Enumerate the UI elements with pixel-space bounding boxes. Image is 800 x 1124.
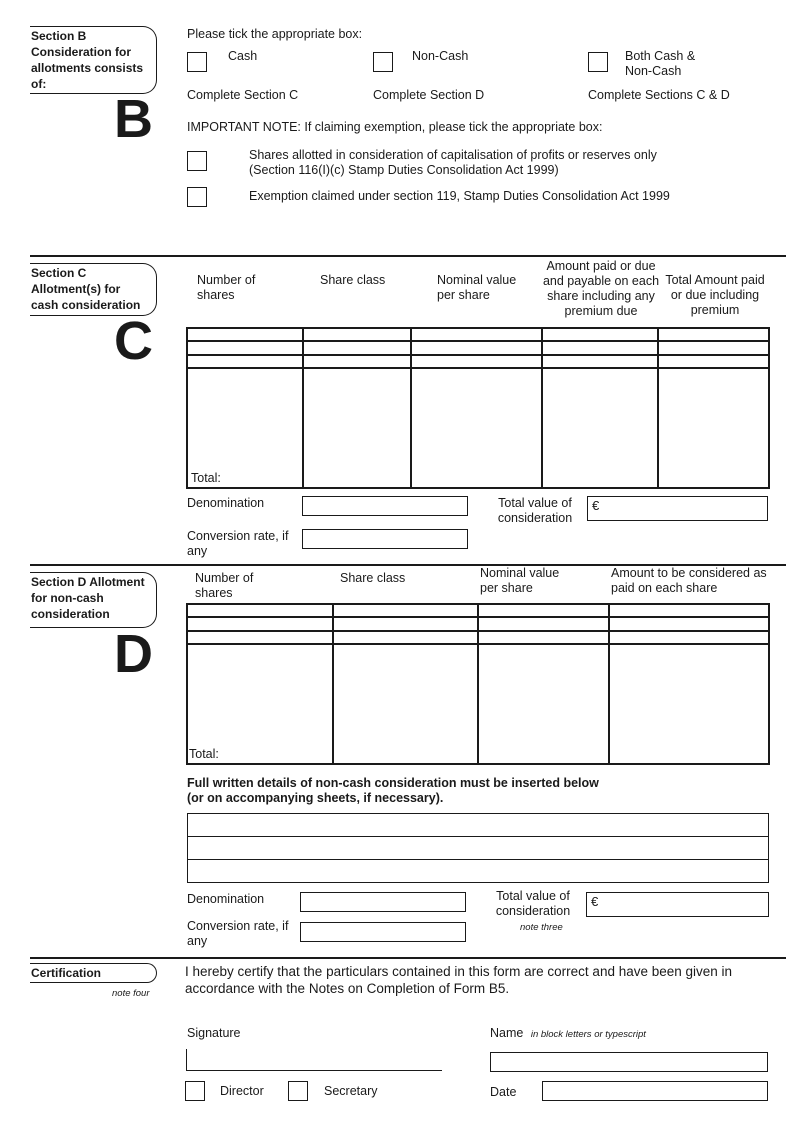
c-conversion-input[interactable]: [302, 529, 468, 549]
table-row: [187, 341, 769, 354]
table-cell[interactable]: [187, 604, 333, 617]
table-row: [187, 617, 769, 630]
table-cell[interactable]: [333, 604, 478, 617]
total-cell[interactable]: [187, 368, 303, 488]
table-cell[interactable]: [411, 341, 542, 354]
both-option-note: Complete Sections C & D: [588, 88, 730, 102]
table-cell[interactable]: [542, 355, 658, 368]
d-header-share-class: Share class: [340, 571, 406, 585]
details-instruction: Full written details of non-cash consideration must be inserted below (or on accompanying sheets, if necessary).: [187, 776, 599, 805]
c-header-nominal-value: Nominal value per share: [437, 273, 517, 302]
c-denomination-input[interactable]: [302, 496, 468, 516]
table-cell[interactable]: [187, 617, 333, 630]
d-header-number-of-shares: Number of shares: [195, 571, 254, 600]
table-cell[interactable]: [542, 328, 658, 341]
non-cash-option-label: Non-Cash: [412, 49, 469, 63]
c-header-share-class: Share class: [320, 273, 386, 287]
table-cell[interactable]: [187, 328, 303, 341]
table-cell[interactable]: [478, 617, 609, 630]
section-119-exemption-checkbox[interactable]: [187, 187, 207, 207]
details-line-3[interactable]: [187, 859, 769, 883]
signature-line[interactable]: [186, 1049, 442, 1071]
table-cell[interactable]: [303, 341, 411, 354]
c-conversion-label: Conversion rate, if any: [187, 529, 289, 558]
euro-symbol: €: [591, 894, 599, 909]
table-cell[interactable]: [478, 644, 609, 764]
cash-option-label: Cash: [228, 49, 258, 63]
d-total-value-input[interactable]: [586, 892, 769, 917]
director-label: Director: [220, 1084, 264, 1098]
total-label: Total:: [191, 471, 221, 485]
table-cell[interactable]: [542, 341, 658, 354]
table-cell[interactable]: [609, 631, 769, 644]
important-note: IMPORTANT NOTE: If claiming exemption, please tick the appropriate box:: [187, 120, 603, 134]
table-row: [187, 368, 769, 488]
table-row: [187, 631, 769, 644]
table-cell[interactable]: [478, 604, 609, 617]
table-row: [187, 644, 769, 764]
non-cash-checkbox[interactable]: [373, 52, 393, 72]
table-cell[interactable]: [411, 355, 542, 368]
cash-option-note: Complete Section C: [187, 88, 299, 102]
tick-instruction: Please tick the appropriate box:: [187, 27, 363, 41]
name-input[interactable]: [490, 1052, 768, 1072]
name-label: Name in block letters or typescript: [490, 1026, 646, 1040]
table-cell[interactable]: [542, 368, 658, 488]
section-d-label: Section D Allotment for non-cash consideration: [30, 572, 157, 628]
table-cell[interactable]: [478, 631, 609, 644]
table-cell[interactable]: [333, 644, 478, 764]
table-cell[interactable]: [658, 328, 769, 341]
d-conversion-label: Conversion rate, if any: [187, 919, 289, 948]
table-cell[interactable]: [303, 328, 411, 341]
both-option-label: Both Cash & Non-Cash: [625, 49, 696, 78]
d-conversion-input[interactable]: [300, 922, 466, 942]
section-divider-certification: [30, 957, 786, 959]
table-row: [187, 328, 769, 341]
secretary-checkbox[interactable]: [288, 1081, 308, 1101]
table-cell[interactable]: [609, 617, 769, 630]
signature-label: Signature: [187, 1026, 241, 1040]
section-d-letter: D: [114, 624, 153, 684]
c-total-value-label: Total value of consideration: [497, 496, 573, 525]
table-row: [187, 604, 769, 617]
details-line-1[interactable]: [187, 813, 769, 837]
table-cell[interactable]: [187, 341, 303, 354]
euro-symbol: €: [592, 498, 600, 513]
table-cell[interactable]: [658, 355, 769, 368]
d-total-value-label: Total value of consideration: [495, 889, 571, 918]
table-row: [187, 355, 769, 368]
capitalisation-exemption-text: Shares allotted in consideration of capitalisation of profits or reserves only (Section 116(I)(c) Stamp Duties Consolidation Act 1999): [249, 148, 657, 177]
d-header-nominal-value: Nominal value per share: [480, 566, 560, 595]
certification-label: Certification: [30, 963, 157, 983]
section-divider-c: [30, 255, 786, 257]
table-cell[interactable]: [609, 644, 769, 764]
table-cell[interactable]: [658, 341, 769, 354]
table-cell[interactable]: [187, 355, 303, 368]
total-cell[interactable]: [187, 644, 333, 764]
date-label: Date: [490, 1085, 517, 1099]
table-cell[interactable]: [411, 368, 542, 488]
table-cell[interactable]: [303, 368, 411, 488]
c-header-total-amount: Total Amount paid or due including premium: [665, 273, 765, 317]
table-cell[interactable]: [411, 328, 542, 341]
section-c-letter: C: [114, 311, 153, 371]
certification-statement: I hereby certify that the particulars contained in this form are correct and have been given in accordance with the Notes on Completion of Form B5.: [185, 964, 733, 996]
section-c-label: Section C Allotment(s) for cash consideration: [30, 263, 157, 316]
both-checkbox[interactable]: [588, 52, 608, 72]
cash-allotment-table: [186, 327, 770, 489]
c-denomination-label: Denomination: [187, 496, 265, 510]
table-cell[interactable]: [333, 631, 478, 644]
c-header-amount-paid: Amount paid or due and payable on each share including any premium due: [542, 259, 660, 318]
table-cell[interactable]: [333, 617, 478, 630]
section-119-exemption-text: Exemption claimed under section 119, Stamp Duties Consolidation Act 1999: [249, 189, 670, 203]
table-cell[interactable]: [609, 604, 769, 617]
name-hint: in block letters or typescript: [530, 1029, 646, 1040]
cash-checkbox[interactable]: [187, 52, 207, 72]
d-denomination-input[interactable]: [300, 892, 466, 912]
table-cell[interactable]: [658, 368, 769, 488]
section-b-label: Section B Consideration for allotments consists of:: [30, 26, 157, 94]
table-cell[interactable]: [303, 355, 411, 368]
secretary-label: Secretary: [324, 1084, 378, 1098]
total-label: Total:: [189, 747, 219, 761]
c-total-value-input[interactable]: [587, 496, 768, 521]
c-header-number-of-shares: Number of shares: [197, 273, 256, 302]
table-cell[interactable]: [187, 631, 333, 644]
date-input[interactable]: [542, 1081, 768, 1101]
d-header-amount-considered: Amount to be considered as paid on each share: [611, 566, 767, 595]
non-cash-option-note: Complete Section D: [373, 88, 485, 102]
d-note-three: note three: [520, 922, 563, 933]
director-checkbox[interactable]: [185, 1081, 205, 1101]
details-line-2[interactable]: [187, 836, 769, 860]
certification-note-four: note four: [112, 988, 150, 999]
capitalisation-exemption-checkbox[interactable]: [187, 151, 207, 171]
section-b-letter: B: [114, 89, 153, 149]
d-denomination-label: Denomination: [187, 892, 265, 906]
non-cash-allotment-table: [186, 603, 770, 765]
